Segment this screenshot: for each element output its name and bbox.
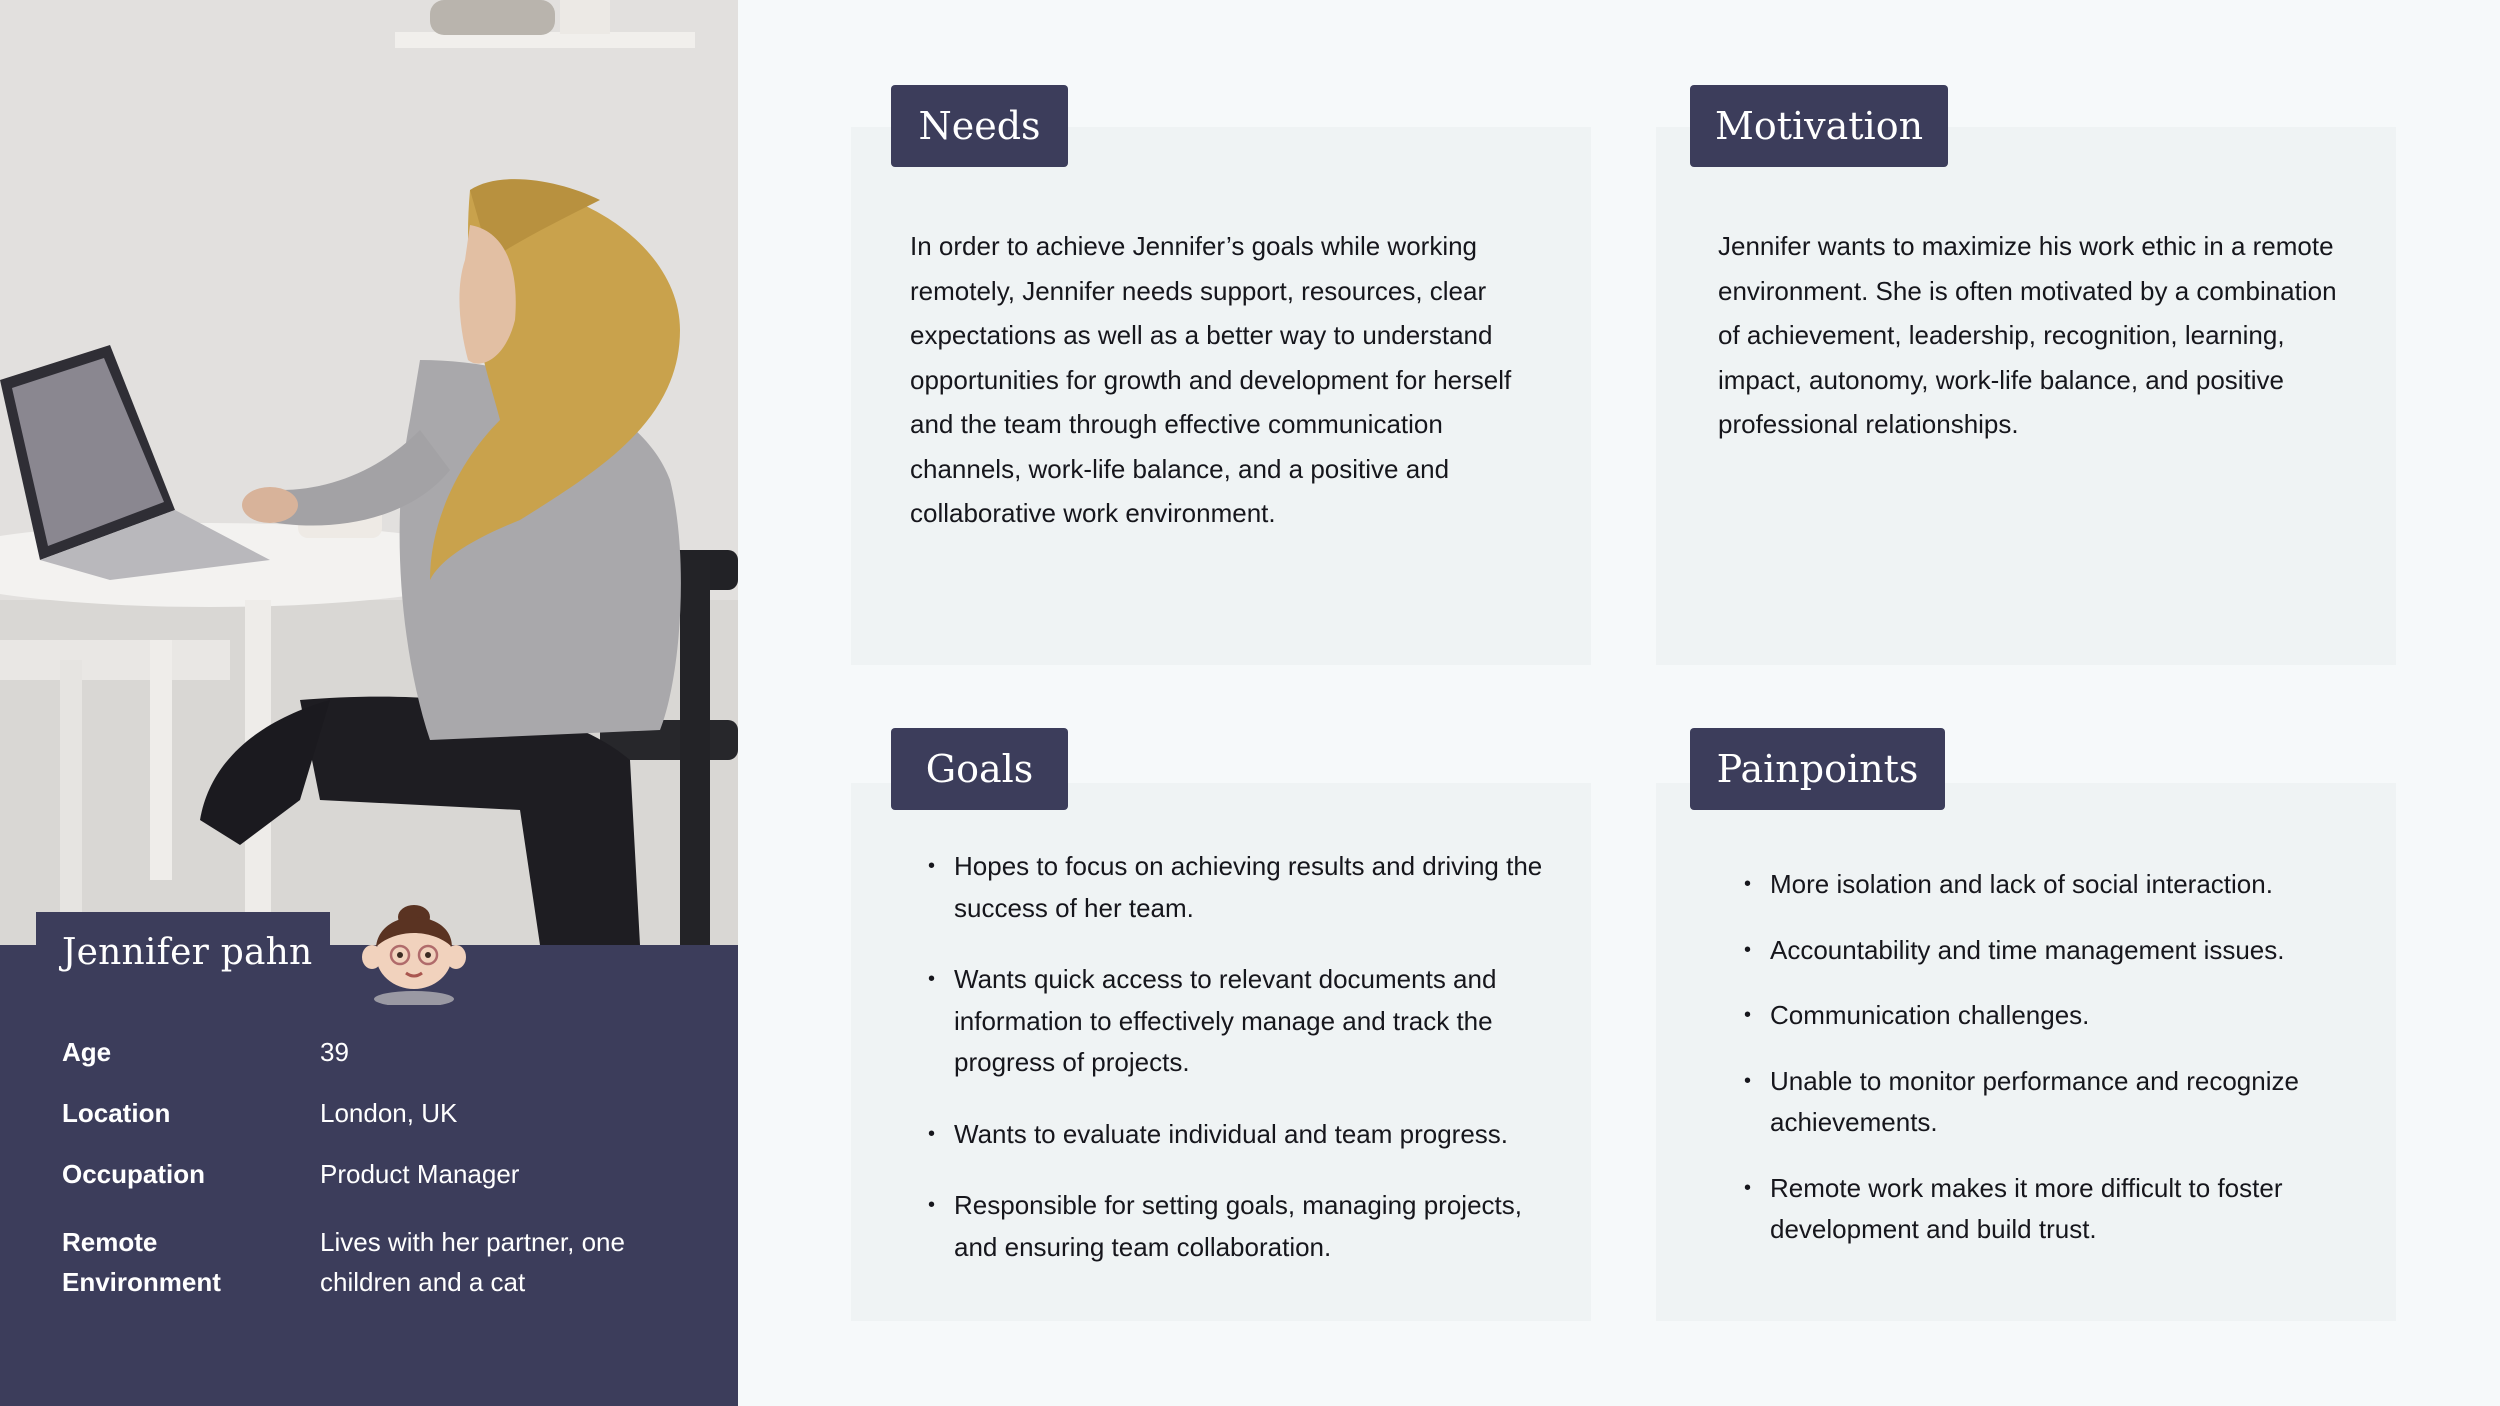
persona-name-tab — [36, 912, 330, 992]
needs-heading-tab — [891, 85, 1068, 167]
detail-row-remote-environment — [62, 1222, 700, 1302]
detail-row-age — [62, 1032, 700, 1072]
detail-value: London, UK — [320, 1098, 458, 1128]
painpoints-heading-tab — [1690, 728, 1945, 810]
detail-value: 39 — [320, 1037, 349, 1067]
memoji-avatar-icon — [356, 895, 472, 1005]
persona-name: Jennifer pahn — [62, 931, 313, 973]
detail-value: Lives with her partner, one children and a cat — [320, 1227, 625, 1297]
detail-row-occupation — [62, 1154, 700, 1194]
detail-label: Age — [62, 1037, 112, 1067]
needs-text: In order to achieve Jennifer’s goals while working remotely, Jennifer needs support, resources, clear expectations as well as a better way to understand opportunities for growth and development for herself and the team through effective communication channels, work-life balance, and a positive and collaborative work environment. — [910, 231, 1512, 528]
needs-title: Needs — [918, 104, 1041, 148]
persona-photo — [0, 0, 738, 945]
detail-label: Occupation — [62, 1159, 206, 1189]
list-item: • More isolation and lack of social interaction. — [1744, 864, 2364, 906]
list-item: • Responsible for setting goals, managing projects, and ensuring team collaboration. — [928, 1185, 1558, 1268]
list-item: • Hopes to focus on achieving results and driving the success of her team. — [928, 846, 1558, 929]
list-item: • Wants to evaluate individual and team progress. — [928, 1114, 1558, 1156]
painpoints-title: Painpoints — [1716, 747, 1919, 791]
detail-label: Remote Environment — [62, 1227, 221, 1297]
motivation-title: Motivation — [1714, 104, 1924, 148]
goals-list — [928, 846, 1558, 1298]
detail-row-location — [62, 1093, 700, 1133]
list-item: • Accountability and time management issues. — [1744, 930, 2364, 972]
detail-value: Product Manager — [320, 1159, 520, 1189]
motivation-heading-tab — [1690, 85, 1948, 167]
goals-heading-tab — [891, 728, 1068, 810]
list-item: • Wants quick access to relevant documents and information to effectively manage and track the progress of projects. — [928, 959, 1558, 1084]
detail-label: Location — [62, 1098, 171, 1128]
goals-title: Goals — [925, 747, 1034, 791]
list-item: • Unable to monitor performance and recognize achievements. — [1744, 1061, 2364, 1144]
motivation-text: Jennifer wants to maximize his work ethic in a remote environment. She is often motivated by a combination of achievement, leadership, recognition, learning, impact, autonomy, work-life balance, and positive professional relationships. — [1718, 231, 2337, 439]
painpoints-list — [1744, 864, 2364, 1275]
list-item: • Remote work makes it more difficult to foster development and build trust. — [1744, 1168, 2364, 1251]
list-item: • Communication challenges. — [1744, 995, 2364, 1037]
